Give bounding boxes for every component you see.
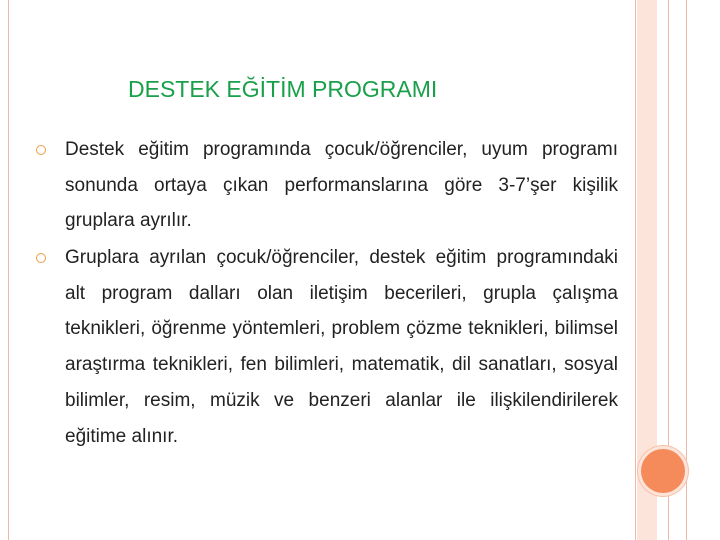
bullet-circle-icon [36, 145, 46, 155]
orange-circle-icon [641, 449, 685, 493]
slide-title: DESTEK EĞİTİM PROGRAMI [128, 76, 438, 102]
bullet-circle-icon [36, 253, 46, 263]
bullet-text: Gruplara ayrılan çocuk/öğrenciler, destek eğitim programındaki alt program dalları olan iletişim becerileri, grupla çalışma teknikleri, öğrenme yöntemleri, problem çözme teknikleri, bilimsel araştırma teknikleri, fen bilimleri, matematik, dil sanatları, sosyal bilimler, resim, müzik ve benzeri alanlar ile ilişkilendirilerek eğitime alınır. [65, 247, 618, 447]
side-decor-line [686, 0, 687, 540]
bullet-text: Destek eğitim programında çocuk/öğrenciler, uyum programı sonunda ortaya çıkan performanslarına göre 3-7’şer kişilik gruplara ayrılır. [65, 139, 618, 232]
